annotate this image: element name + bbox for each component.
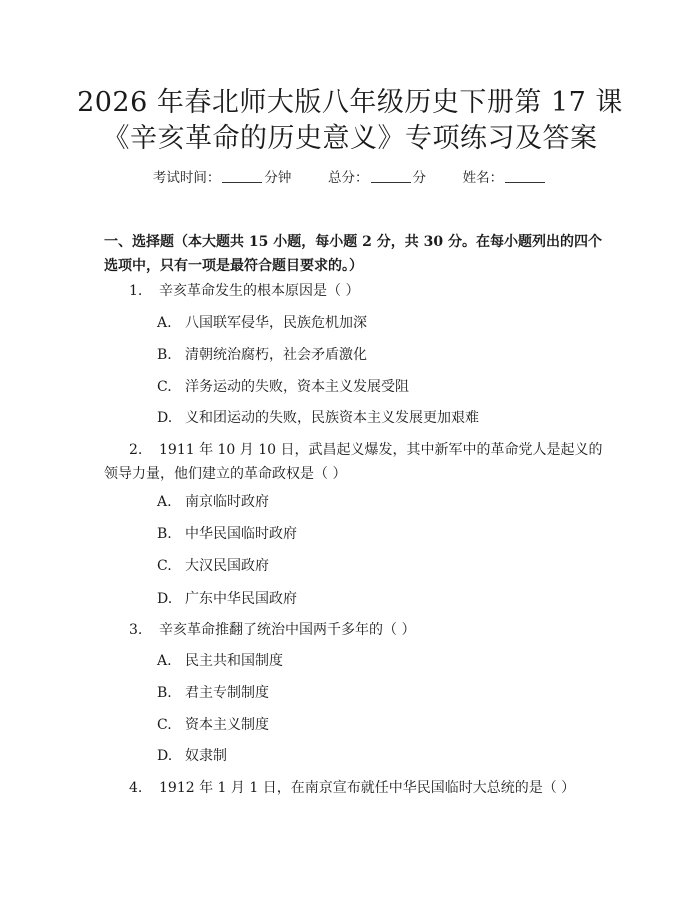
option-letter: A. — [157, 315, 172, 331]
question-4 — [104, 776, 604, 800]
option-text: 中华民国临时政府 — [185, 526, 297, 542]
question-1-option-b — [157, 345, 367, 365]
question-2-option-b — [157, 524, 297, 544]
question-1-option-c — [157, 377, 409, 397]
option-letter: C. — [157, 379, 172, 395]
question-number: 3. — [129, 622, 143, 638]
score-unit: 分 — [412, 170, 426, 186]
option-letter: D. — [157, 748, 173, 764]
question-number: 1. — [129, 283, 143, 299]
option-text: 君主专制制度 — [185, 685, 269, 701]
option-letter: C. — [157, 558, 172, 574]
question-3-option-a — [157, 651, 283, 671]
option-text: 大汉民国政府 — [185, 558, 269, 574]
option-letter: B. — [157, 347, 172, 363]
score-label: 总分： — [328, 170, 369, 186]
question-number: 2. — [129, 442, 143, 458]
exam-time-unit: 分钟 — [264, 170, 292, 186]
question-1 — [104, 279, 604, 303]
question-stem: 1912 年 1 月 1 日，在南京宣布就任中华民国临时大总统的是（ ） — [159, 780, 576, 796]
option-text: 八国联军侵华，民族危机加深 — [185, 315, 367, 331]
option-letter: A. — [157, 494, 172, 510]
option-text: 民主共和国制度 — [185, 653, 283, 669]
option-text: 义和团运动的失败，民族资本主义发展更加艰难 — [185, 410, 479, 426]
question-stem: 辛亥革命发生的根本原因是（ ） — [159, 283, 360, 299]
question-1-option-a — [157, 313, 367, 333]
option-letter: D. — [157, 591, 173, 607]
question-3-option-c — [157, 715, 269, 735]
title-line-2: 《辛亥革命的历史意义》专项练习及答案 — [102, 123, 598, 154]
name-blank — [505, 168, 545, 183]
question-2-option-d — [157, 589, 297, 609]
question-3 — [104, 618, 604, 642]
option-text: 奴隶制 — [185, 748, 227, 764]
question-1-option-d — [157, 408, 479, 428]
question-2-option-a — [157, 492, 269, 512]
exam-info — [0, 168, 700, 188]
exam-time-blank — [222, 168, 262, 183]
option-letter: B. — [157, 685, 172, 701]
question-2-option-c — [157, 556, 269, 576]
section-heading: 一、选择题（本大题共 15 小题，每小题 2 分，共 30 分。在每小题列出的四个选项中，只有一项是最符合题目要求的。） — [104, 234, 602, 274]
option-text: 广东中华民国政府 — [185, 591, 297, 607]
title-line-1: 2026 年春北师大版八年级历史下册第 17 课 — [77, 87, 623, 118]
option-letter: B. — [157, 526, 172, 542]
score-blank — [371, 168, 411, 183]
option-text: 清朝统治腐朽，社会矛盾激化 — [185, 347, 367, 363]
question-stem: 辛亥革命推翻了统治中国两千多年的（ ） — [159, 622, 416, 638]
question-3-option-d — [157, 746, 227, 766]
option-text: 洋务运动的失败，资本主义发展受阻 — [185, 379, 409, 395]
option-letter: A. — [157, 653, 172, 669]
question-stem: 1911 年 10 月 10 日，武昌起义爆发，其中新军中的革命党人是起义的领导力量，他们建立的革命政权是（ ） — [104, 442, 603, 482]
option-letter: D. — [157, 410, 173, 426]
question-2 — [104, 438, 604, 486]
question-number: 4. — [129, 780, 143, 796]
exam-time-label: 考试时间： — [152, 170, 221, 186]
option-text: 南京临时政府 — [185, 494, 269, 510]
name-label: 姓名： — [462, 170, 504, 186]
question-3-option-b — [157, 683, 269, 703]
option-letter: C. — [157, 717, 172, 733]
option-text: 资本主义制度 — [185, 717, 269, 733]
